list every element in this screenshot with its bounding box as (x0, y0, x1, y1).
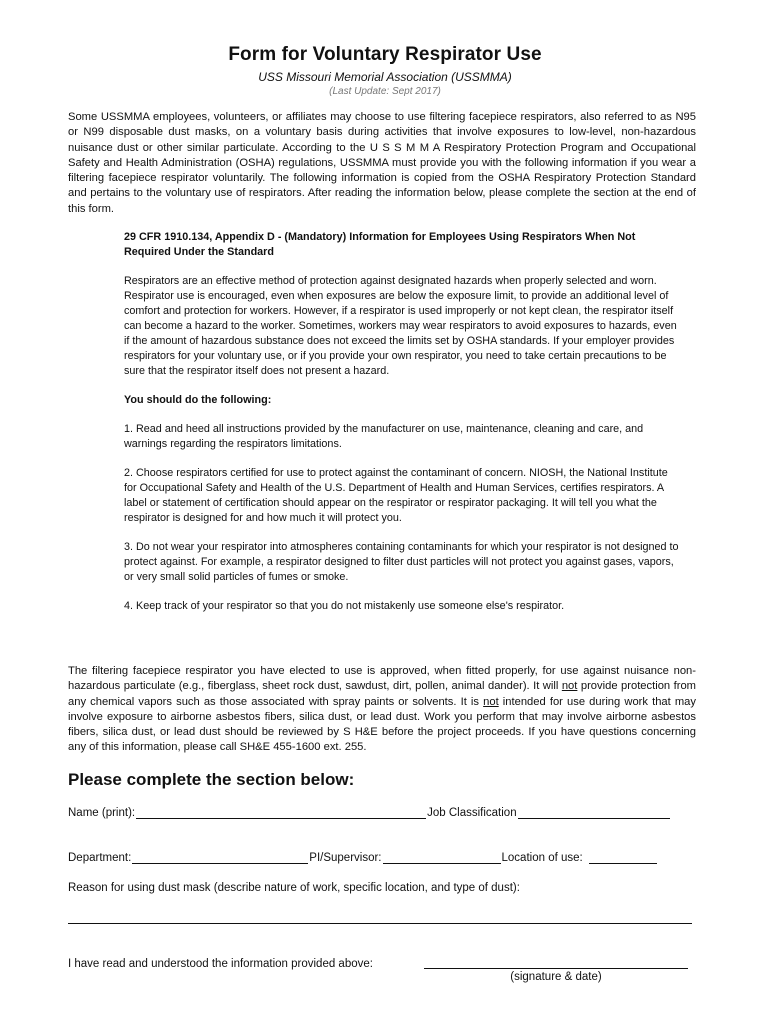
intro-paragraph: Some USSMMA employees, volunteers, or affiliates may choose to use filtering facepiece respirators, also referred to as N95 or N99 disposable dust masks, on a voluntary basis during activities that involve exposures to low-level, non-hazardous nuisance dust or other similar particulate. According to the U S S M M A Respiratory Protection Program and Occupational Safety and Health Administration (OSHA) regulations, USSMMA must provide you with the following information if you wear a filtering facepiece respirator voluntarily. The following information is copied from the OSHA Respiratory Protection Standard and pertains to the voluntary use of respirators. After reading the information below, please complete the section at the end of this form. (68, 111, 696, 215)
supervisor-label: PI/Supervisor: (309, 852, 382, 864)
complete-section-heading: Please complete the section below: (68, 770, 355, 789)
reason-field[interactable] (68, 923, 692, 924)
instruction-item-3: 3. Do not wear your respirator into atmospheres containing contaminants for which your respirator is not designed to protect against. For example, a respirator designed to filter dust particles will not protect you against gases, vapors, or very small solid particles of fumes or smoke. (124, 541, 679, 583)
organization-subtitle: USS Missouri Memorial Association (USSMMA) (258, 70, 512, 84)
acknowledgement-label: I have read and understood the information provided above: (68, 958, 373, 970)
job-classification-label: Job Classification (427, 807, 517, 819)
location-of-use-field[interactable] (589, 851, 657, 864)
approval-paragraph (68, 664, 696, 756)
instruction-item-2: 2. Choose respirators certified for use to protect against the contaminant of concern. NIOSH, the National Institute for Occupational Safety and Health of the U.S. Department of Health and Human Services, certifies respirators. A label or statement of certification should appear on the respirator or respirator packaging. It will tell you what the respirator is designed for and how much it will protect you. (124, 467, 668, 524)
should-do-heading: You should do the following: (124, 394, 272, 406)
form-title: Form for Voluntary Respirator Use (228, 44, 542, 65)
supervisor-field[interactable] (383, 851, 501, 864)
department-label: Department: (68, 852, 132, 864)
department-field[interactable] (132, 851, 308, 864)
location-of-use-label: Location of use: (501, 852, 583, 864)
appendix-d-section (124, 230, 680, 614)
signature-date-field[interactable] (424, 968, 688, 969)
emphasis-not-2: not (483, 695, 499, 708)
approval-text-part-3: intended for use during work that may involve exposure to airborne asbestos fibers, silica dust, or lead dust. Work you perform that may involve airborne asbestos fibers, silica dust, or lead dust should be reviewed by S H&E before the project proceeds. If you have questions concerning any of this information, please call SH&E 455-1600 ext. 255. (68, 695, 696, 754)
approval-text-part-2: provide protection from any chemical vapors such as those associated with spray paints or solvents. It is (68, 680, 696, 708)
instruction-item-4: 4. Keep track of your respirator so that you do not mistakenly use someone else's respirator. (124, 600, 565, 612)
job-classification-field[interactable] (518, 806, 670, 819)
last-update-note: (Last Update: Sept 2017) (329, 86, 441, 97)
appendix-heading: 29 CFR 1910.134, Appendix D - (Mandatory) Information for Employees Using Respirators When Not Required Under the Standard (124, 231, 636, 258)
instruction-item-1: 1. Read and heed all instructions provided by the manufacturer on use, maintenance, cleaning and care, and warnings regarding the respirators limitations. (124, 423, 644, 450)
name-label: Name (print): (68, 807, 136, 819)
department-row (68, 851, 658, 864)
name-field[interactable] (136, 806, 426, 819)
appendix-body: Respirators are an effective method of protection against designated hazards when properly selected and worn. Respirator use is encouraged, even when exposures are below the exposure limit, to provide an additional level of comfort and protection for workers. However, if a respirator is used improperly or not kept clean, the respirator itself can become a hazard to the worker. Sometimes, workers may wear respirators to avoid exposures to hazards, even if the amount of hazardous substance does not exceed the limits set by OSHA standards. If your employer provides respirators for your voluntary use, or if you provide your own respirator, you need to take certain precautions to be sure that the respirator itself does not present a hazard. (124, 275, 677, 377)
emphasis-not-1: not (561, 680, 578, 693)
approval-text-part-1: The filtering facepiece respirator you have elected to use is approved, when fitted properly, for use against nuisance non-hazardous particulate (e.g., fiberglass, sheet rock dust, sawdust, dirt, pollen, animal dander). It will (68, 665, 696, 693)
name-job-row (68, 806, 671, 819)
reason-label: Reason for using dust mask (describe nature of work, specific location, and type of dust): (68, 882, 520, 894)
signature-date-caption: (signature & date) (510, 971, 602, 983)
